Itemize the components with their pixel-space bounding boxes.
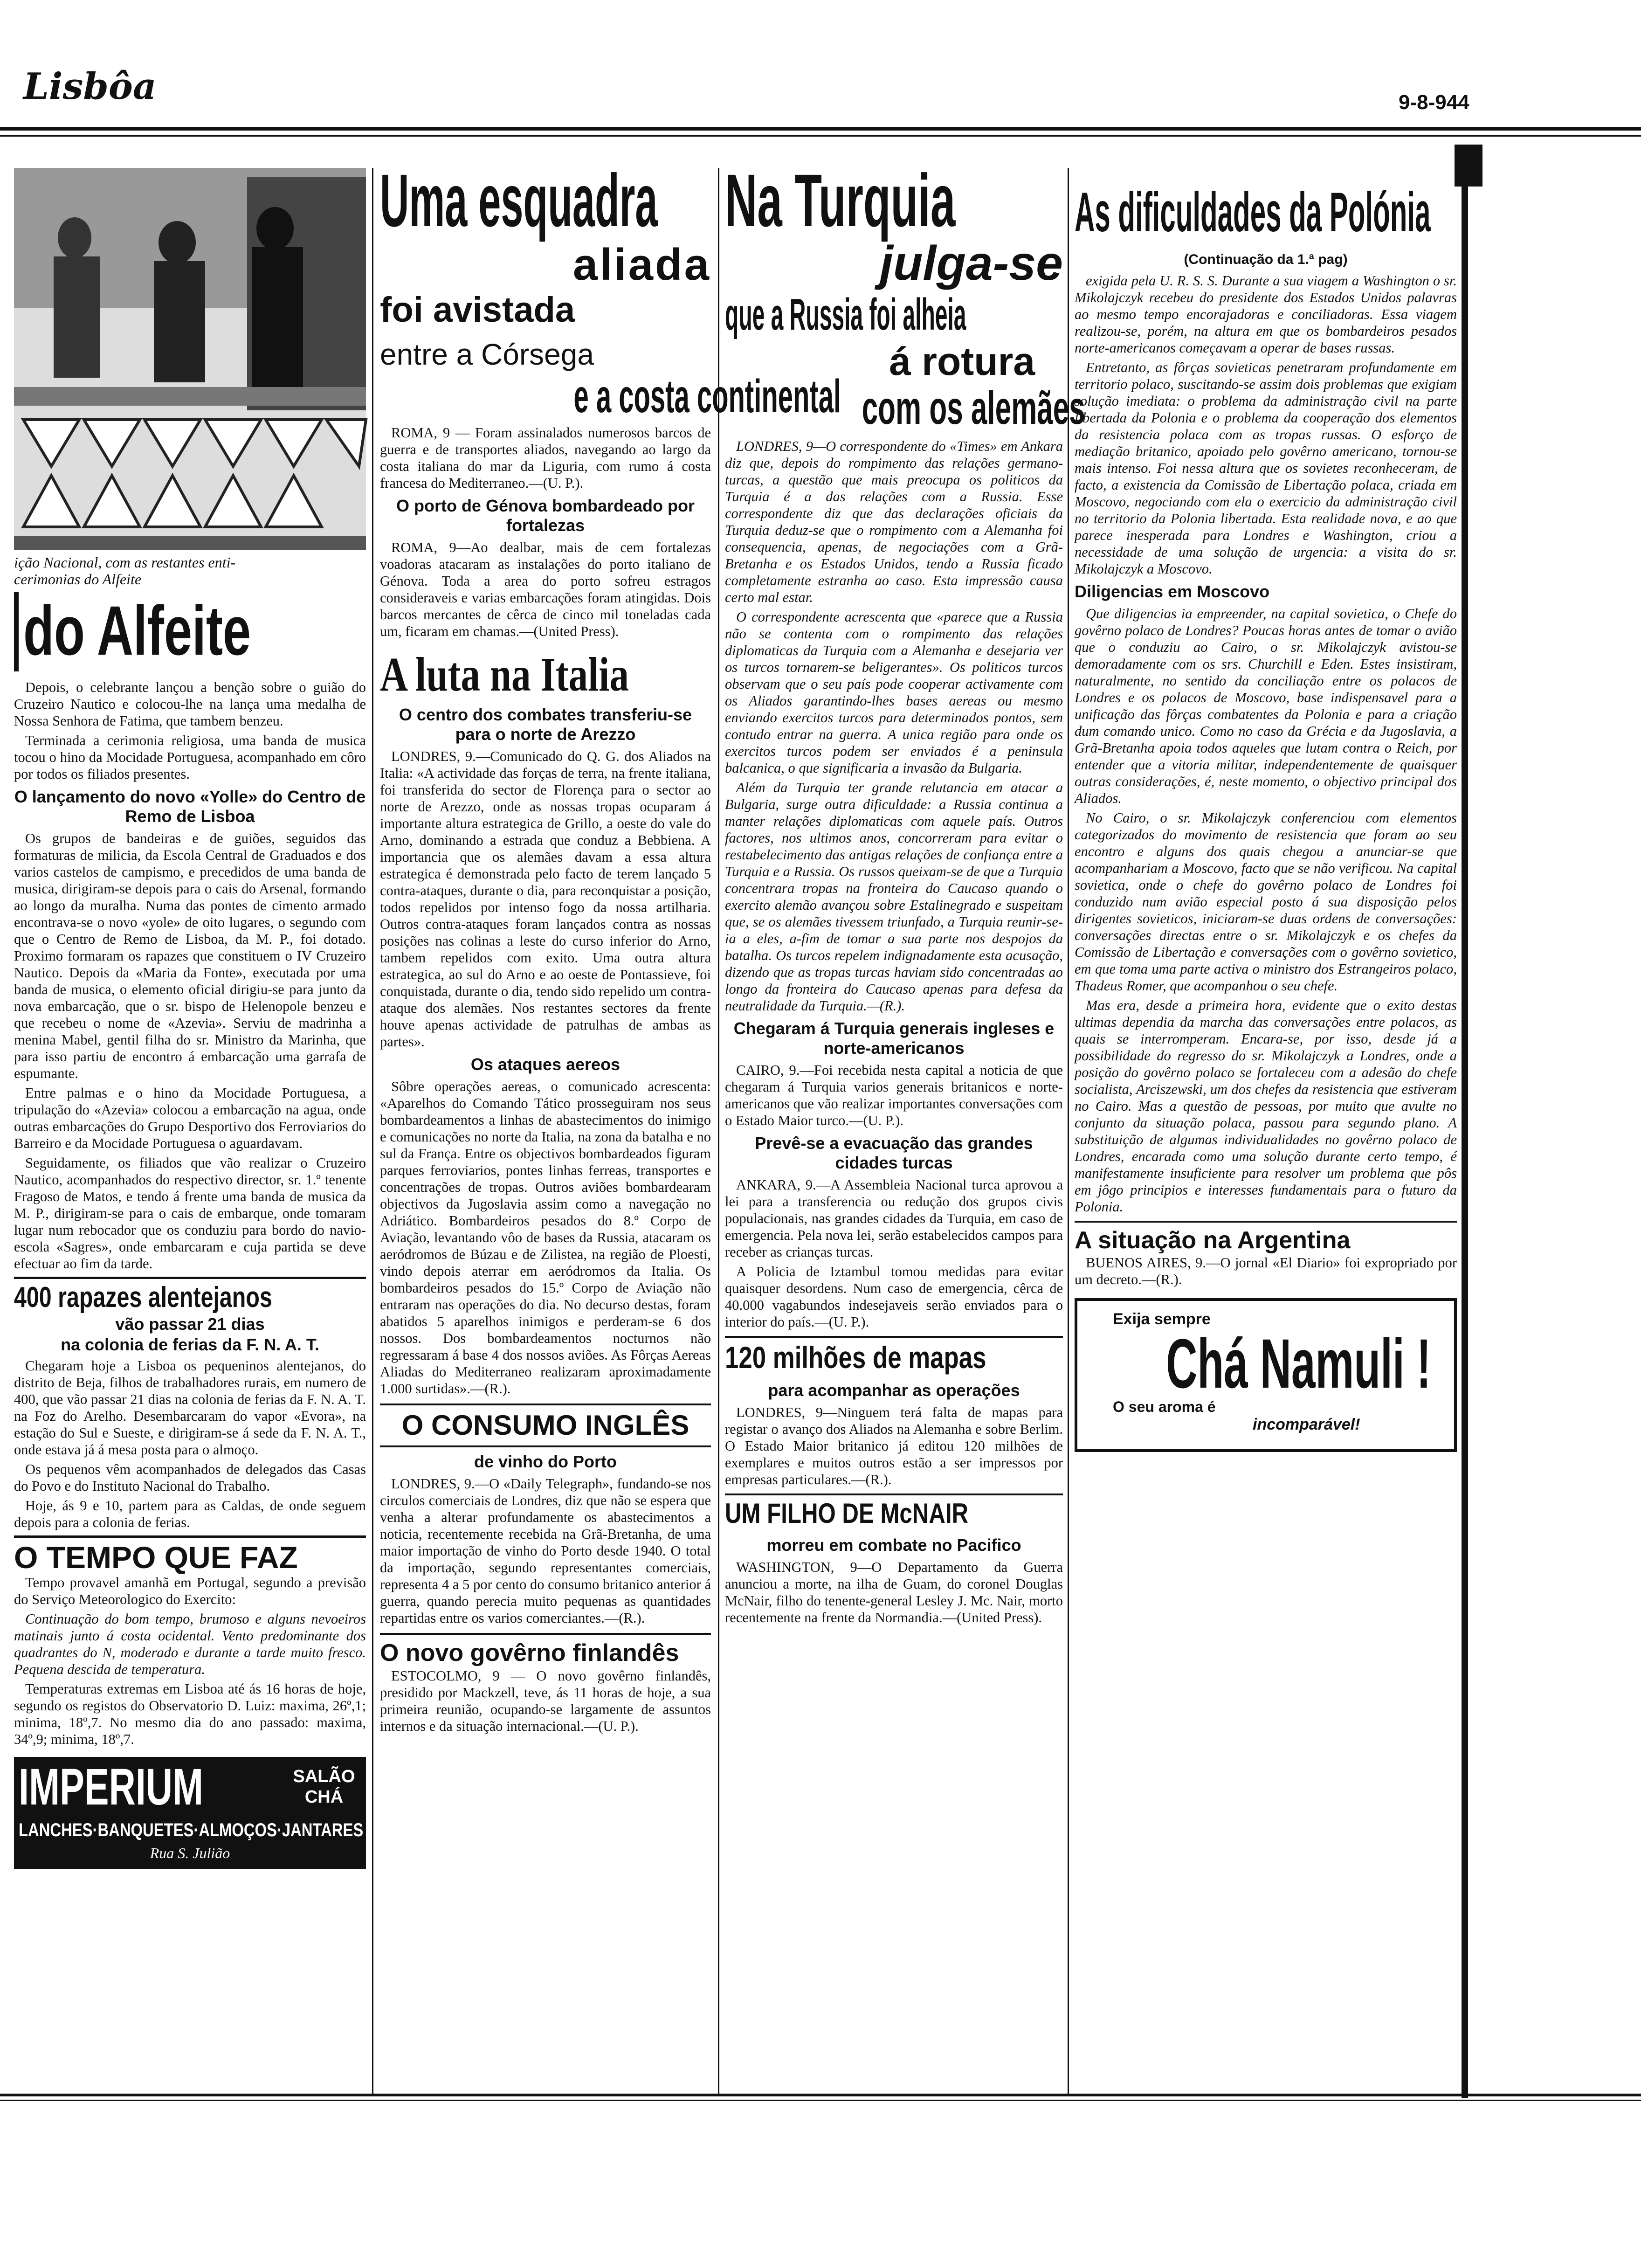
column-divider [1068, 168, 1069, 2094]
paragraph: exigida pela U. R. S. S. Durante a sua viagem a Washington o sr. Mikolajczyk recebeu do presidente dos Estados Unidos palavras ao mesmo tempo encorajadoras e conciliadoras. Essa viagem realizou-se, porém, na altura em que os bombardeiros pesados norte-americanos começavam a operar de bases russas. [1075, 273, 1457, 356]
column-3 [725, 159, 1085, 2101]
column-4 [1075, 182, 1457, 2103]
headline-avistada: foi avistada [380, 290, 575, 330]
paragraph: Temperaturas extremas em Lisboa até ás 16 horas de hoje, segundo os registos do Observatorio D. Luiz: maxima, 26º,1; minima, 18º,7. No mesmo dia do ano passado: maxima, 34º,9; minima, 18º,7. [14, 1681, 366, 1747]
paragraph: CAIRO, 9.—Foi recebida nesta capital a noticia de que chegaram á Turquia varios generais britanicos e norte-americanos que vão realizar importantes conversações com o Estado Maior turco.—(U. P.). [725, 1062, 1063, 1128]
paragraph: A Policia de Iztambul tomou medidas para evitar quaisquer desordens. Num caso de emergencia, cêrca de 40.000 vagabundos indesejaveis serão enviados para o interior do país.—(U. P.). [725, 1264, 1063, 1330]
masthead-date: 9-8-944 [1399, 91, 1469, 114]
headline-corsega: entre a Córsega [380, 338, 594, 371]
argentina-headline: A situação na Argentina [1075, 1221, 1457, 1254]
subheading: Prevê-se a evacuação das grandes cidades turcas [755, 1134, 1033, 1172]
paragraph: BUENOS AIRES, 9.—O jornal «El Diario» foi expropriado por um decreto.—(R.). [1075, 1255, 1457, 1287]
namuli-ad [1075, 1298, 1457, 1452]
right-border [1462, 187, 1468, 2098]
imperium-address: Rua S. Julião [150, 1845, 230, 1861]
ad-slogan-2: incomparável! [1253, 1416, 1360, 1433]
imperium-name: IMPERIUM [19, 1758, 204, 1816]
headline-polonia: As dificuldades da Polónia [1075, 181, 1431, 243]
alfeite-headline: do Alfeite [23, 591, 251, 670]
paragraph: ESTOCOLMO, 9 — O novo govêrno finlandês, presidido por Mackzell, teve, ás 11 horas de hoje, a sua primeira reunião, ocupando-se largamente de assuntos internos e da situação internacional.—(U. P.). [380, 1668, 711, 1734]
paragraph: Entre palmas e o hino da Mocidade Portuguesa, a tripulação do «Azevia» colocou a embarcação na agua, onde outras embarcações do Grupo Desportivo dos Ferroviarios do Barreiro e da Mocidade Portuguesa o aguardavam. [14, 1085, 366, 1151]
paragraph: Os pequenos vêm acompanhados de delegados das Casas do Povo e do Instituto Nacional do Trabalho. [14, 1461, 366, 1494]
finlandes-headline: O novo govêrno finlandês [380, 1633, 711, 1667]
subheading: Os ataques aereos [470, 1055, 621, 1074]
column-divider [718, 168, 719, 2094]
headline-400: 400 rapazes alentejanos [14, 1281, 272, 1314]
top-rule-thin [0, 135, 1641, 137]
paragraph: ANKARA, 9.—A Assembleia Nacional turca aprovou a lei para a transferencia ou redução dos grupos civis populacionais, nas grandes cidades da Turquia, em caso de emergencia. Pela nova lei, serão estabelecidos campos para receber as crianças turcas. [725, 1177, 1063, 1260]
headline-julga: julga-se [880, 236, 1063, 290]
paragraph: Entretanto, as fôrças sovieticas penetraram profundamente em territorio polaco, suscitando-se assim dois problemas que exigiam solução imediata: o problema da administração civil na parte libertada da Polonia e o problema da cooperação dos elementos da resistencia polaca com as tropas russas. O esforço de mediação britanico, apoiado pelo govêrno americano, tornou-se mais intenso. Foi nessa altura que os sovietes reconheceram, de facto, a existencia da Comissão de Libertação polaca, criada em Moscovo, negociando com ela o exercicio da administração civil no territorio da Polonia libertada. Esta realidade nova, e ao que parece inesperada para Londres e Washington, criou a necessidade de uma solução de urgencia: a visita do sr. Mikolajczyk a Moscovo. [1075, 360, 1457, 577]
imperium-side: SALÃO CHÁ [293, 1767, 355, 1807]
top-rule [0, 127, 1641, 131]
imperium-ad [14, 1757, 366, 1869]
corner-block [1455, 145, 1482, 187]
ad-top-line: Exija sempre [1113, 1310, 1211, 1328]
mapas-headline: 120 milhões de mapas [725, 1340, 986, 1375]
column-divider [372, 168, 373, 2094]
headline-esquadra: Uma esquadra [380, 159, 658, 242]
paragraph: ROMA, 9 — Foram assinalados numerosos barcos de guerra e de transportes aliados, navegando ao largo da costa italiana do mar da Liguria, com rumo á costa francesa do Mediterraneo.—(U. P.). [380, 425, 711, 491]
namuli-brand: Chá Namuli ! [1166, 1324, 1431, 1403]
paragraph: Que diligencias ia empreender, na capital sovietica, o Chefe do govêrno polaco de Londres? Poucas horas antes de tomar o avião que o conduziu ao Cairo, o sr. Mikolajczyk avistou-se demoradamente com os srs. Churchill e Eden. Estes insistiram, naturalmente, no sentido da conciliação entre os polacos de Londres e os polacos de Moscovo, base indispensavel para a unificação das fôrças combatentes da Polonia e para a criação dum comando unico. Como no caso da Grécia e da Jugoslavia, a Grã-Bretanha apoia todos aqueles que lutam contra o Reich, por entender que a vitoria militar, independentemente de quaisquer outras considerações, é, neste momento, o objectivo principal dos Aliados. [1075, 606, 1457, 806]
paragraph: Hoje, ás 9 e 10, partem para as Caldas, de onde seguem depois para a colonia de ferias. [14, 1498, 366, 1530]
subheading: vão passar 21 dias [115, 1314, 265, 1334]
headline-rotura: á rotura [889, 339, 1035, 383]
paragraph: Terminada a cerimonia religiosa, uma banda de musica tocou o hino da Mocidade Portuguesa, acompanhado em côro por todos os filiados presentes. [14, 733, 366, 782]
ceremony-photo [14, 168, 366, 550]
paragraph: WASHINGTON, 9—O Departamento da Guerra anunciou a morte, na ilha de Guam, do coronel Douglas McNair, filho do tenente-general Lesley J. Mc. Nair, morto recentemente na frente da Normandia.—(United Press). [725, 1559, 1063, 1625]
bottom-rule-thin [0, 2100, 1641, 2101]
subheading: O lançamento do novo «Yolle» do Centro de Remo de Lisboa [14, 787, 366, 826]
headline-costa: e a costa continental [573, 370, 841, 422]
paragraph: LONDRES, 9.—Comunicado do Q. G. dos Aliados na Italia: «A actividade das forças de terra, na frente italiana, foi transferida do sector de Florença para o sector ao norte de Arezzo, onde as nossas tropas ocuparam á importante altura estrategica de Grillo, a oeste do vale do Arno, dominando a estrada que conduz a Bebbiena. A importancia que os alemães davam a essa altura estrategica é demonstrada pelo facto de terem lançado 5 contra-ataques, durante o dia, para reconquistar a posição, todos repelidos por intenso fogo da nossa artilharia. Outros contra-ataques foram lançados contra as nossas posições nas colinas a leste do curso inferior do Arno, tambem repelidos com exito. Uma outra altura estrategica, ao sul do Arno e ao oeste de Pontassieve, foi conquistada, durante o dia, tendo sido repelido um contra-ataque dos alemães. Nos restantes sectores da frente houve apenas actividade de patrulhas de ambas as partes». [380, 748, 711, 1050]
imperium-services: LANCHES·BANQUETES·ALMOÇOS·JANTARES [19, 1820, 364, 1840]
paragraph: Continuação do bom tempo, brumoso e alguns nevoeiros matinais junto á costa ocidental. Vento predominante dos quadrantes do N, moderado e durante a tarde muito fresco. Pequena descida de temperatura. [14, 1611, 366, 1677]
consumo-headline: O CONSUMO INGLÊS [401, 1410, 689, 1441]
paragraph: O correspondente acrescenta que «parece que a Russia não se contenta com o rompimento das relações diplomaticas da Turquia com a Alemanha e desejaria ver os turcos tornarem-se beligerantes». Os politicos turcos observam que o seu país pode cooperar activamente com os Aliados garantindo-lhes bases aereas ou mesmo enviando exercitos turcos para determinados pontos, sem contudo entrar na guerra. A unica região para onde os exercitos turcos podem ser enviados é a peninsula balcanica, o que significaria a invasão da Bulgaria. [725, 609, 1063, 776]
column-1 [14, 168, 366, 2103]
paragraph: Seguidamente, os filiados que vão realizar o Cruzeiro Nautico, acompanhados do respectivo director, sr. 1.º tenente Fragoso de Matos, e tendo á frente uma banda de musica da M. P., dirigiram-se para o cais de embarque, onde tomaram lugar num rebocador que os conduziu para bordo do navio-escola «Sagres», onde embarcaram e cuja partida se deve efectuar ao fim da tarde. [14, 1155, 366, 1272]
paragraph: Tempo provavel amanhã em Portugal, segundo a previsão do Serviço Meteorologico do Exercito: [14, 1575, 366, 1607]
ad-slogan-1: O seu aroma é [1113, 1398, 1216, 1415]
paragraph: No Cairo, o sr. Mikolajczyk conferenciou com elementos categorizados do movimento de resistencia que foram ao seu encontro e alguns dos quais chegou a anunciar-se que acompanhariam a Moscovo, facto que se não verificou. Na capital sovietica, onde o chefe do govêrno polaco de Londres foi conduzido num avião especial posto á sua disposição pelos dirigentes sovieticos, iniciaram-se duas ordens de conversações: conversações directas entre o sr. Mikolajczyk e os chefes da Comissão de Libertação e conversações com o govêrno sovietico, em que toma uma parte activa o ministro dos Estrangeiros polaco, Thadeus Romer, que acompanhou o seu chefe. [1075, 810, 1457, 994]
tempo-headline: O TEMPO QUE FAZ [14, 1540, 298, 1575]
subheading: para acompanhar as operações [768, 1381, 1020, 1400]
headline-turquia: Na Turquia [725, 159, 956, 242]
paragraph: Depois, o celebrante lançou a benção sobre o guião do Cruzeiro Nautico e colocou-lhe na lança uma medalha de Nossa Senhora de Fatima, que tambem benzeu. [14, 679, 366, 729]
alfeite-headline-wrap [14, 592, 366, 671]
subheading: O porto de Génova bombardeado por fortalezas [396, 496, 695, 535]
paragraph: Os grupos de bandeiras e de guiões, seguidos das formaturas de milicia, da Escola Central de Graduados e dos varios castelos de campismo, e precedidos de uma banda de musica, dirigiram-se depois para o cais do Arsenal, formando ao longo da muralha. Numa das pontes de cimento armado encontrava-se o novo «yole» de oito lugares, o segundo com que o Centro de Remo de Lisboa, da M. P., foi dotado. Proximo formaram os rapazes que constituem o IV Cruzeiro Nautico. Depois da «Maria da Fonte», executada por uma banda de musica, o elemento oficial dirigiu-se para junto da nova embarcação, que o sr. bispo de Helenopole benzeu e que recebeu o nome de «Azevia». Serviu de madrinha a menina Mabel, gentil filha do sr. Ministro da Marinha, que para isso partiu de encontro á embarcação uma garrafa de espumante. [14, 830, 366, 1081]
photo-caption: ição Nacional, com as restantes enti- cerimonias do Alfeite [14, 554, 236, 588]
paragraph: LONDRES, 9—Ninguem terá falta de mapas para registar o avanço dos Aliados na Alemanha e sobre Berlim. O Estado Maior britanico já editou 120 milhões de exemplares e muitos outros estão a ser impressos por empresas particulares.—(R.). [725, 1404, 1063, 1487]
subheading: morreu em combate no Pacifico [766, 1535, 1021, 1555]
paragraph: Sôbre operações aereas, o comunicado acrescenta: «Aparelhos do Comando Tático prosseguiram nos seus bombardeamentos a linhas de abastecimentos do inimigo e comunicações no norte da Italia, na zona da batalha e no sul da França. Entre os objectivos bombardeados figuram parques ferroviarios, pontes linhas ferreas, transportes e concentrações de tropas. Outros aviões bombardearam objectivos da Jugoslavia assim como a navegação no Adriático. Bombardeiros pesados do 8.º Corpo de Aviação, levantando vôo de bases da Russia, atacaram os aeródromos de Búzau e de Zilistea, na região de Ploesti, vindo depois aterrar em aeródromos da Italia. Os bombardeiros pesados do 15.º Corpo de Aviação não entraram nas operações do dia. No decurso destas, foram abatidos 5 aparelhos inimigos e perderam-se 6 dos nossos. Dos bombardeamentos nocturnos não regressaram á base 4 dos nossos aviões. As Fôrças Aereas Aliadas do Mediterraneo realizaram aproximadamente 1.000 surtidas».—(R.). [380, 1079, 711, 1397]
headline-luta: A luta na Italia [380, 648, 629, 701]
continuation-note: (Continuação da 1.ª pag) [1184, 252, 1348, 267]
bottom-rule [0, 2094, 1641, 2096]
paragraph: Mas era, desde a primeira hora, evidente que o exito destas ultimas dependia da marcha das conversações entre polacos, as quais se interromperam. Encara-se, por isso, desde já a possibilidade do regresso do sr. Mikolajczyk a Londres, onde a posição do govêrno polaco se fortaleceu com a adesão do chefe socialista, Arciszewski, um dos chefes da resistencia que estiveram no Cairo. Mas a questão de pessoas, por muito que avulte no conjunto da situação polaca, passou para segundo plano. A substituição de algumas individualidades no govêrno polaco de Londres, encarada como uma solução durante certo tempo, é manifestamente insuficiente para resolver um problema que pôs em jôgo principios e interesses fundamentais para o futuro da Polonia. [1075, 997, 1457, 1215]
headline-alemaes: com os alemães [862, 382, 1085, 434]
paragraph: Chegaram hoje a Lisboa os pequeninos alentejanos, do distrito de Beja, filhos de trabalhadores rurais, em numero de 400, que vão passar 21 dias na colonia de ferias da F. N. A. T. na Foz do Arelho. Desembarcaram do vapor «Evora», na estação do Sul e Sueste, e dirigiram-se á sede da F. N. A. T., onde estava já á mesa posta para o almoço. [14, 1358, 366, 1458]
paragraph: LONDRES, 9—O correspondente do «Times» em Ankara diz que, depois do rompimento das relações germano-turcas, a questão que mais preocupa os politicos da Turquia é a das relações com a Russia. Esse correspondente diz que das declarações oficiais da Turquia deduz-se que o rompimento com a Alemanha foi consequencia, apenas, de negociações com a Grã-Bretanha e os Estados Unidos, tendo a Russia ficado completamente estranha ao caso. Esta impressão causa certo mal estar. [725, 438, 1063, 605]
headline-russia: que a Russia foi alheia [725, 290, 966, 339]
paragraph: LONDRES, 9.—O «Daily Telegraph», fundando-se nos circulos comerciais de Londres, diz que não se espera que venha a alterar profundamente os abastecimentos a noticia, recentemente recebida na Grã-Bretanha, de uma maior importação de vinho do Porto desde 1940. O total da importação, segundo representantes comerciais, representa 4 a 5 por cento do consumo britanico anterior á guerra, quando perecia muito pequenas as quantidades repartidas entre os varios comerciantes.—(R.). [380, 1476, 711, 1626]
mcnair-headline: UM FILHO DE McNAIR [725, 1498, 969, 1529]
subheading: Diligencias em Moscovo [1075, 582, 1270, 601]
headline-aliada: aliada [572, 240, 711, 290]
subheading: de vinho do Porto [474, 1452, 617, 1471]
subheading: O centro dos combates transferiu-se para o norte de Arezzo [399, 705, 692, 744]
masthead-name: Lisbôa [23, 65, 157, 108]
paragraph: Além da Turquia ter grande relutancia em atacar a Bulgaria, surge outra dificuldade: a Russia continua a manter relações diplomaticas com aquele país. Outros factores, nos ultimos anos, concorreram para evitar o restabelecimento das antigas relações de confiança entre a Turquia e a Russia. Os russos queixam-se de que a Turquia concentrara tropas na fronteira do Caucaso quando o exercito alemão avançou sobre Estalinegrado e suspeitam que, se os alemães tivessem triunfado, a Turquia reunir-se-ia a eles, a-fim de tomar a sua parte nos despojos da batalha. Os turcos repelem indignadamente esta acusação, dizendo que as tropas turcas haviam sido concentradas ao longo da fronteira do Caucaso apenas para defesa da neutralidade da Turquia.—(R.). [725, 780, 1063, 1014]
subheading: na colonia de ferias da F. N. A. T. [61, 1335, 319, 1354]
subheading: Chegaram á Turquia generais ingleses e norte-americanos [733, 1019, 1055, 1058]
paragraph: ROMA, 9—Ao dealbar, mais de cem fortalezas voadoras atacaram as instalações do porto italiano de Génova. Toda a area do porto sofreu estragos consideraveis e varias embarcações foram atingidas. Dois barcos mercantes de cêrca de cinco mil toneladas cada um, ficaram em chamas.—(United Press). [380, 539, 711, 639]
